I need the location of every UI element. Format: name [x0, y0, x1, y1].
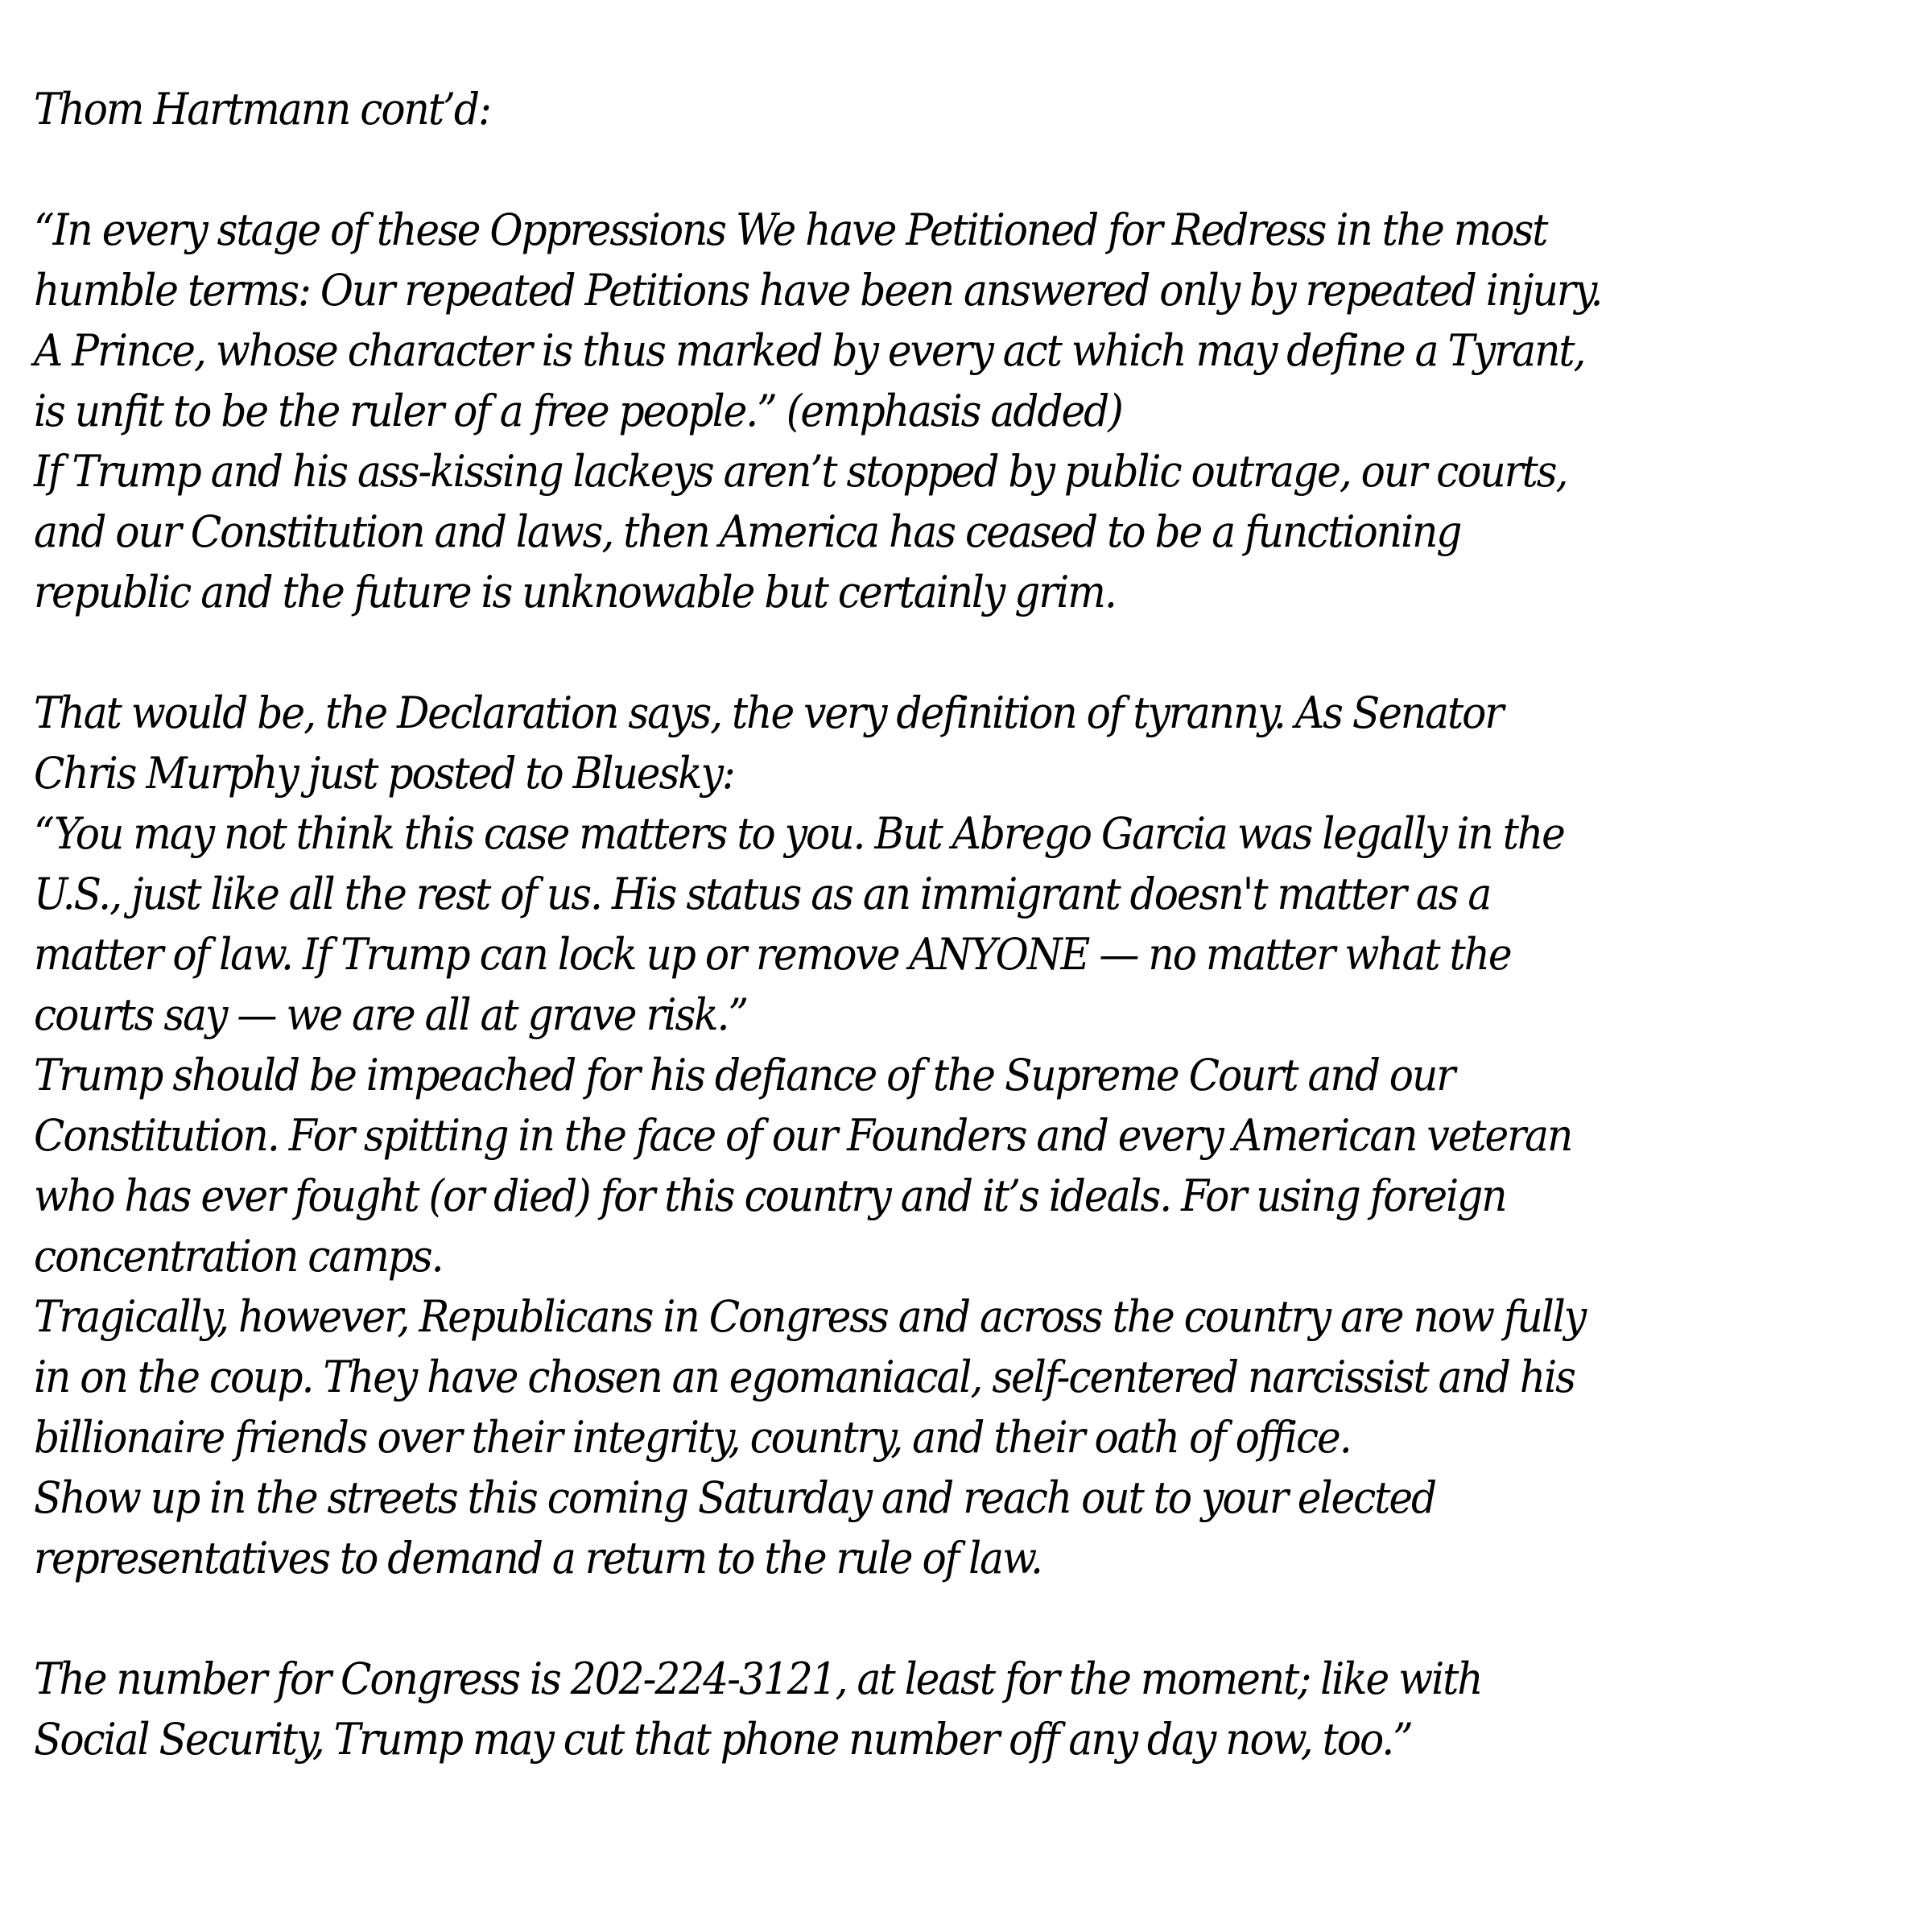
text-line: Show up in the streets this coming Saturday and reach out to your elected: [34, 1472, 1436, 1523]
text-line: humble terms: Our repeated Petitions have been answered only by repeated injury.: [34, 265, 1602, 316]
text-line: who has ever fought (or died) for this country and it’s ideals. For using foreign: [34, 1170, 1506, 1221]
text-line: in on the coup. They have chosen an egomaniacal, self-centered narcissist and his: [34, 1352, 1575, 1402]
text-line: concentration camps.: [34, 1231, 443, 1282]
paragraph-declaration-quote: [34, 200, 1785, 622]
paragraph-spacer: [34, 1588, 1785, 1649]
paragraph-spacer: [34, 622, 1785, 683]
text-line: The number for Congress is 202-224-3121, at least for the moment; like with: [34, 1653, 1482, 1704]
text-line: “In every stage of these Oppressions We have Petitioned for Redress in the most: [34, 204, 1547, 255]
document-heading: Thom Hartmann cont’d:: [34, 84, 490, 134]
text-line: republic and the future is unknowable but certainly grim.: [34, 567, 1116, 617]
text-line: “You may not think this case matters to you. But Abrego Garcia was legally in the: [34, 808, 1564, 859]
text-line: is unfit to be the ruler of a free people.” (emphasis added): [34, 386, 1122, 436]
text-line: representatives to demand a return to the rule of law.: [34, 1533, 1042, 1583]
text-line: Constitution. For spitting in the face of our Founders and every American veteran: [34, 1110, 1572, 1161]
paragraph-murphy-quote: [34, 683, 1785, 1588]
text-line: Trump should be impeached for his defiance of the Supreme Court and our: [34, 1050, 1455, 1100]
text-line: Tragically, however, Republicans in Congress and across the country are now fully: [34, 1291, 1586, 1342]
text-line: A Prince, whose character is thus marked by every act which may define a Tyrant,: [34, 325, 1585, 376]
text-line: Chris Murphy just posted to Bluesky:: [34, 748, 734, 799]
text-line: Social Security, Trump may cut that phone number off any day now, too.”: [34, 1714, 1412, 1765]
text-line: billionaire friends over their integrity, country, and their oath of office.: [34, 1412, 1351, 1463]
text-line: and our Constitution and laws, then America has ceased to be a functioning: [34, 506, 1461, 557]
paragraph-spacer: [34, 139, 1785, 200]
text-line: courts say — we are all at grave risk.”: [34, 989, 748, 1040]
paragraph-congress-number: [34, 1649, 1785, 1769]
text-line: matter of law. If Trump can lock up or remove ANYONE — no matter what the: [34, 929, 1511, 980]
text-line: That would be, the Declaration says, the very definition of tyranny. As Senator: [34, 687, 1503, 738]
text-line: If Trump and his ass-kissing lackeys aren’t stopped by public outrage, our courts,: [34, 446, 1567, 497]
document-body: [34, 79, 1785, 1769]
text-line: U.S., just like all the rest of us. His status as an immigrant doesn't matter as a: [34, 869, 1491, 919]
